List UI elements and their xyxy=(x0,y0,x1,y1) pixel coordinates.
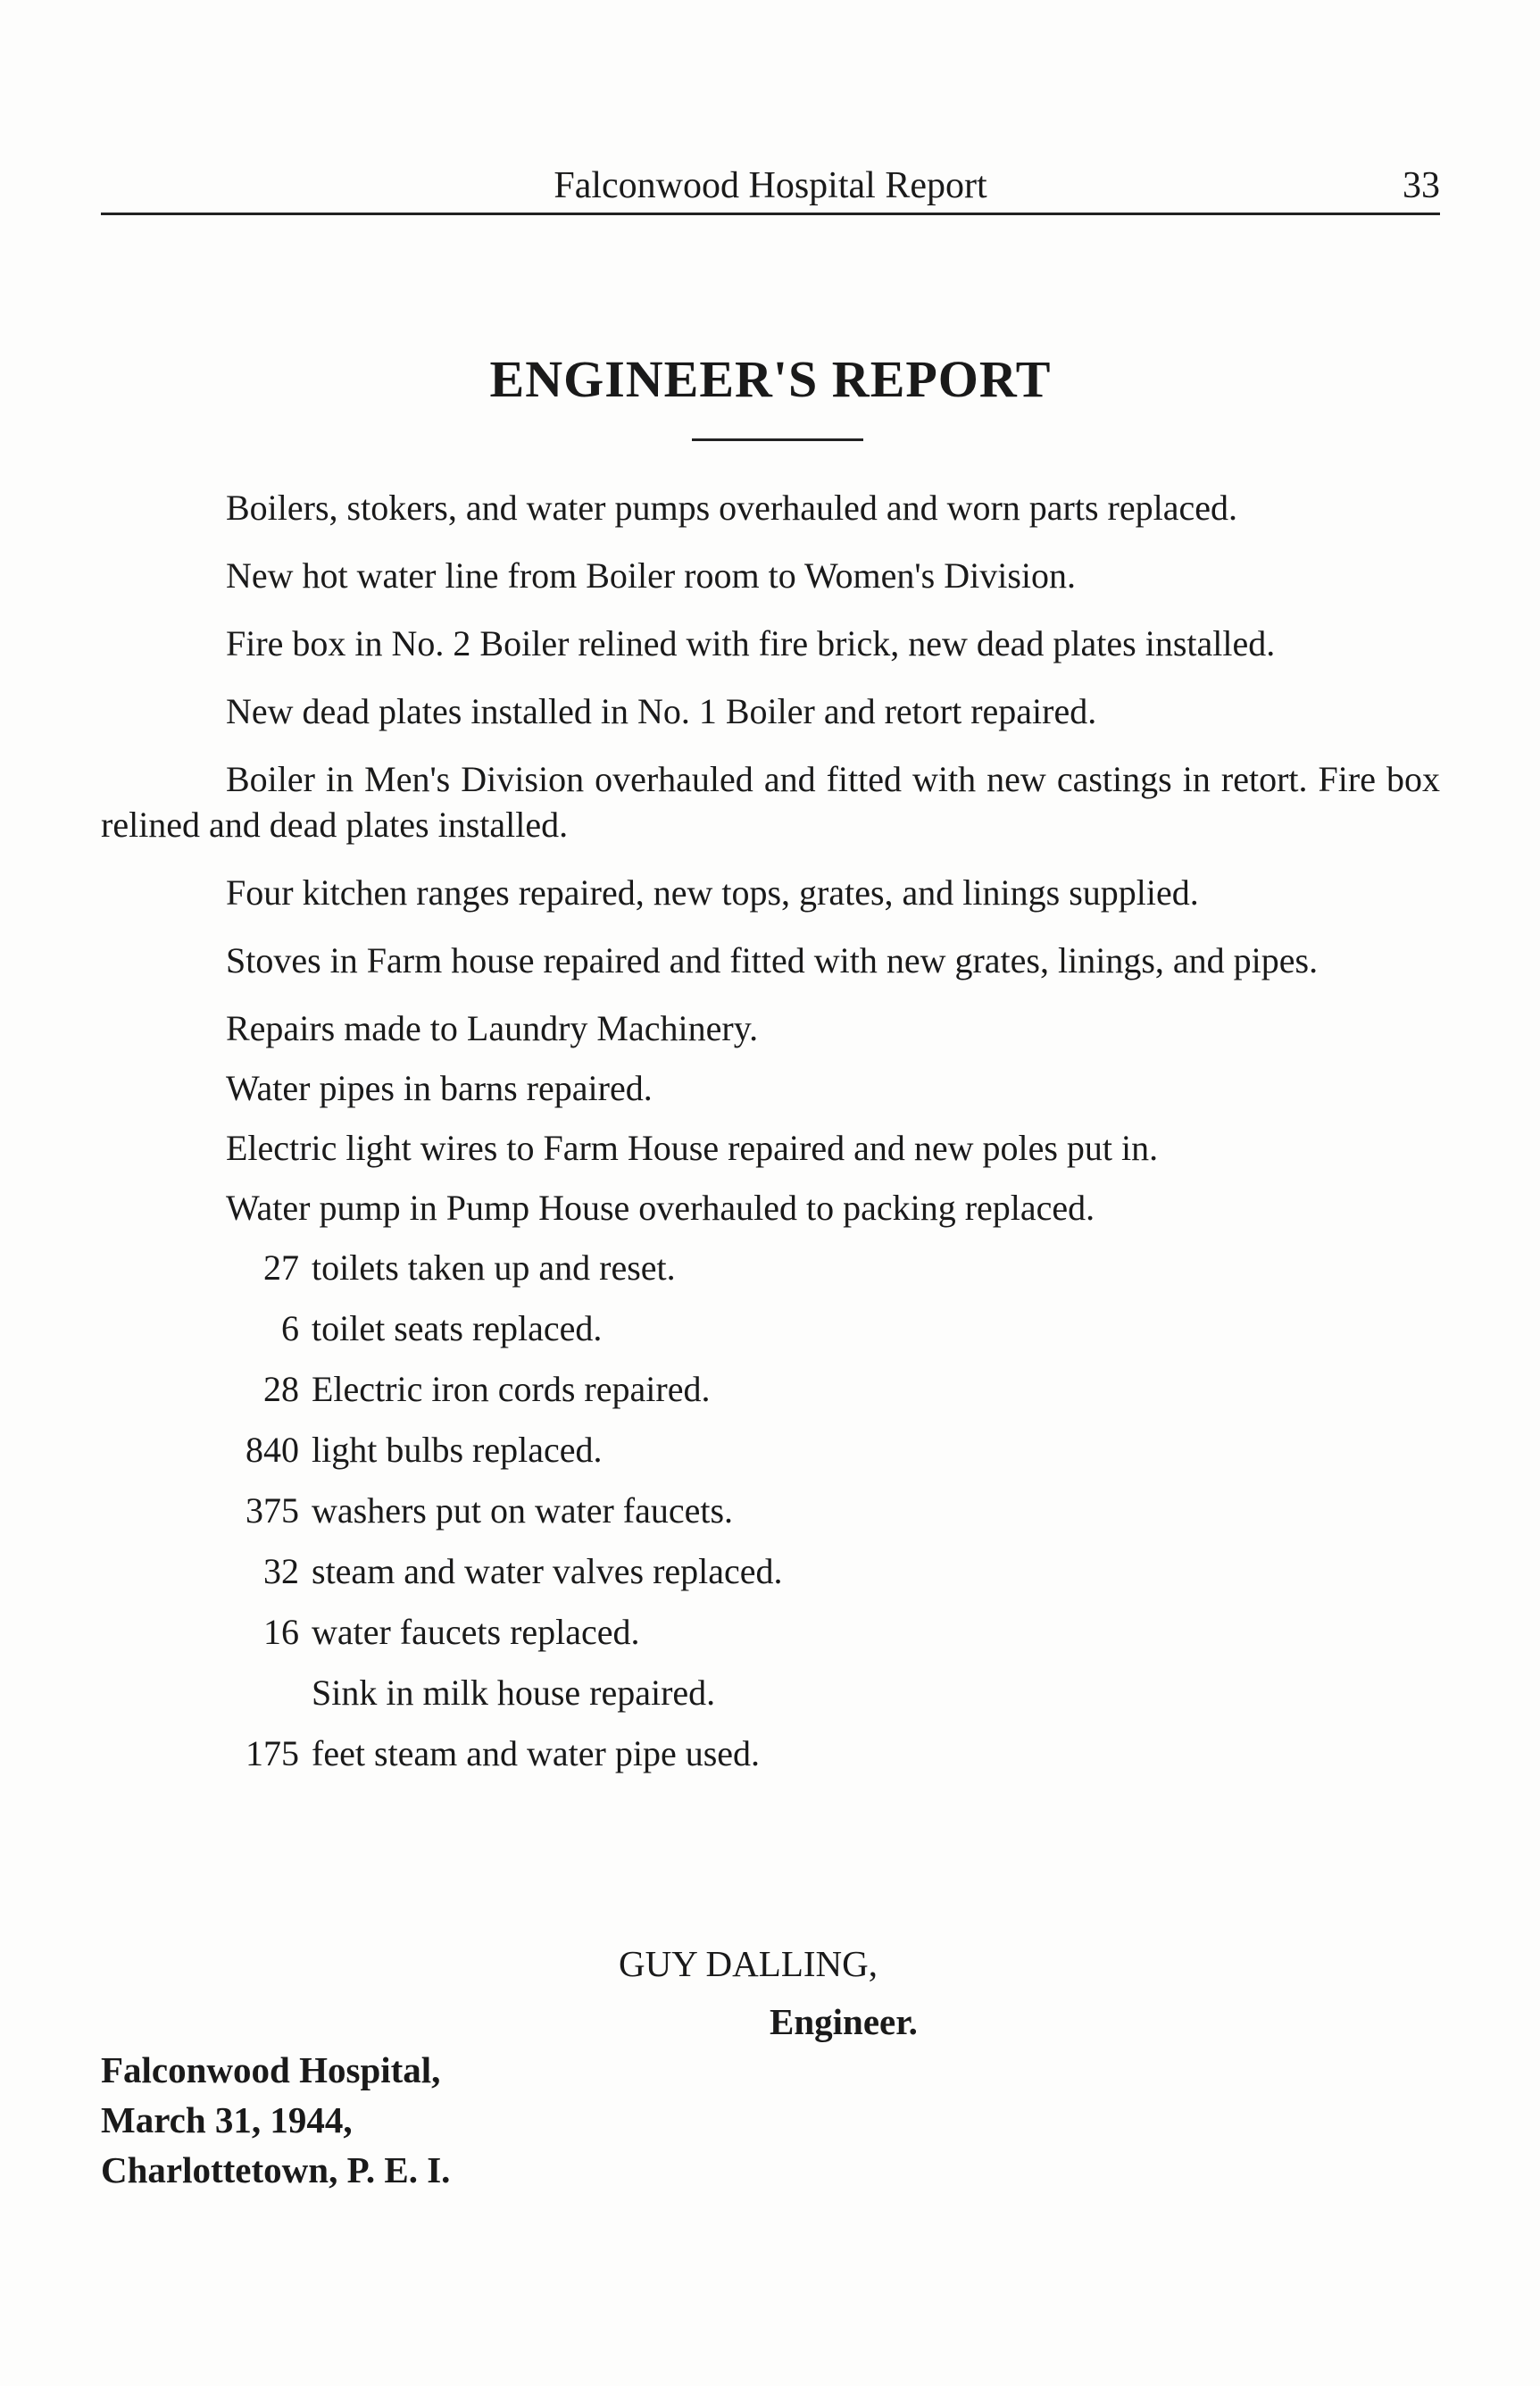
item-quantity: 28 xyxy=(263,1369,299,1409)
item-description: feet steam and water pipe used. xyxy=(312,1733,761,1773)
report-paragraph: Water pipes in barns repaired. xyxy=(226,1068,653,1108)
report-paragraph: Water pump in Pump House overhauled to packing replaced. xyxy=(226,1188,1095,1228)
report-paragraph: New dead plates installed in No. 1 Boiler and retort repaired. xyxy=(226,691,1097,731)
report-body xyxy=(101,485,1440,1791)
report-paragraph: Electric light wires to Farm House repaired and new poles put in. xyxy=(226,1128,1159,1168)
item-description: Electric iron cords repaired. xyxy=(312,1369,711,1409)
running-title: Falconwood Hospital Report xyxy=(554,165,987,206)
report-paragraph: New hot water line from Boiler room to Women's Division. xyxy=(226,555,1076,596)
list-item xyxy=(101,1731,1440,1791)
report-paragraph: Boiler in Men's Division overhauled and fitted with new castings in retort. Fire box relined and dead plates installed. xyxy=(101,759,1440,845)
item-description: toilets taken up and reset. xyxy=(312,1247,676,1288)
item-quantity: 32 xyxy=(263,1551,299,1591)
list-item xyxy=(101,1366,1440,1427)
address-line: Falconwood Hospital, xyxy=(101,2049,441,2090)
item-quantity: 27 xyxy=(263,1247,299,1288)
itemized-repairs-list xyxy=(101,1245,1440,1791)
list-item xyxy=(101,1427,1440,1488)
list-item xyxy=(101,1245,1440,1306)
list-item xyxy=(101,1670,1440,1731)
item-quantity: 16 xyxy=(263,1612,299,1652)
list-item xyxy=(101,1609,1440,1670)
page-number: 33 xyxy=(1403,165,1440,206)
list-item xyxy=(101,1306,1440,1366)
report-title: ENGINEER'S REPORT xyxy=(489,350,1052,408)
address-block xyxy=(101,2045,450,2195)
list-item xyxy=(101,1488,1440,1548)
item-description: steam and water valves replaced. xyxy=(312,1551,783,1591)
report-paragraph: Four kitchen ranges repaired, new tops, grates, and linings supplied. xyxy=(226,872,1199,913)
report-paragraph: Stoves in Farm house repaired and fitted with new grates, linings, and pipes. xyxy=(226,940,1319,980)
item-description: water faucets replaced. xyxy=(312,1612,640,1652)
report-paragraph: Repairs made to Laundry Machinery. xyxy=(226,1008,759,1048)
item-description: toilet seats replaced. xyxy=(312,1308,603,1348)
signatory-role: Engineer. xyxy=(770,2001,918,2042)
title-underline-rule xyxy=(692,438,863,441)
item-quantity: 6 xyxy=(281,1308,299,1348)
item-quantity xyxy=(101,1670,312,1731)
item-quantity: 375 xyxy=(246,1490,299,1531)
item-description: Sink in milk house repaired. xyxy=(312,1673,716,1713)
report-paragraph: Boilers, stokers, and water pumps overhauled and worn parts replaced. xyxy=(226,488,1237,528)
item-quantity: 175 xyxy=(246,1733,299,1773)
signatory-name: GUY DALLING, xyxy=(619,1943,878,1984)
item-description: light bulbs replaced. xyxy=(312,1430,603,1470)
address-line: Charlottetown, P. E. I. xyxy=(101,2149,451,2190)
address-line: March 31, 1944, xyxy=(101,2099,353,2140)
item-description: washers put on water faucets. xyxy=(312,1490,734,1531)
list-item xyxy=(101,1548,1440,1609)
running-header xyxy=(101,159,1440,215)
report-paragraph: Fire box in No. 2 Boiler relined with fire brick, new dead plates installed. xyxy=(226,623,1276,663)
item-quantity: 840 xyxy=(246,1430,299,1470)
